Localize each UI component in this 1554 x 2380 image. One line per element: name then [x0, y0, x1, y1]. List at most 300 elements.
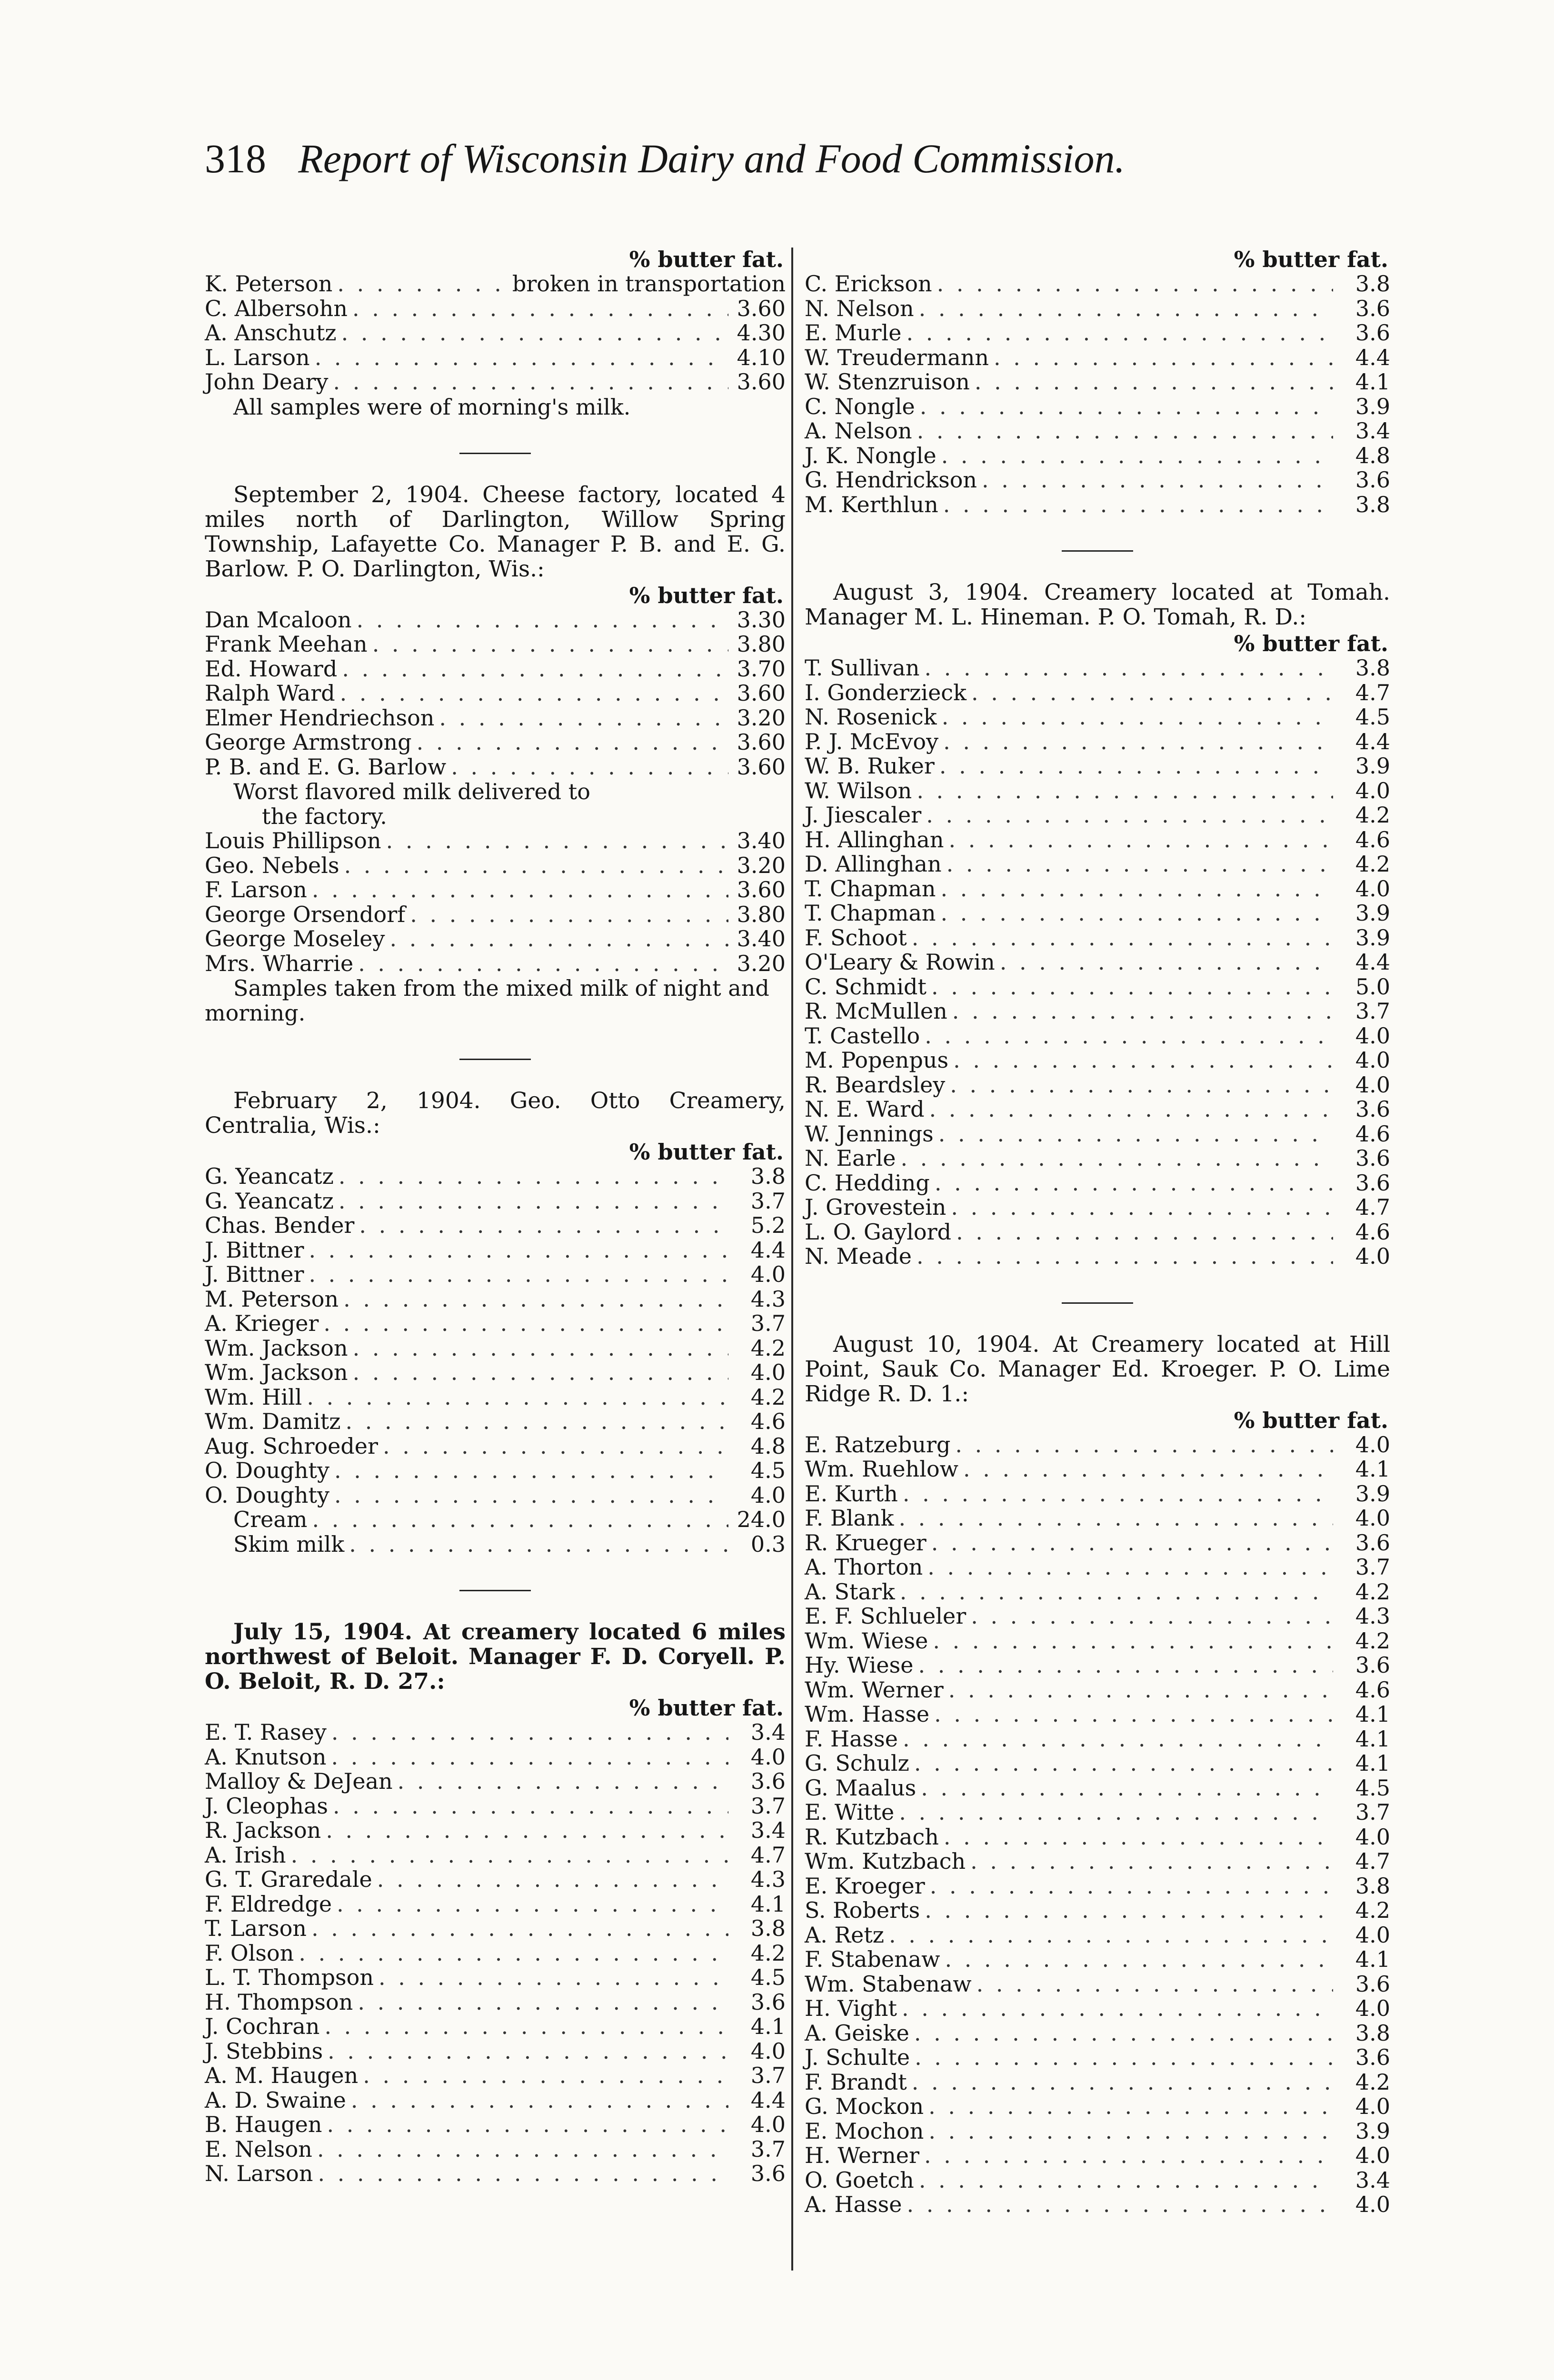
- dot-leader: [945, 1947, 1333, 1972]
- supplier-name: J. Bittner: [205, 1261, 304, 1287]
- butter-fat-value: 3.9: [1355, 1480, 1390, 1507]
- sample-row: [805, 901, 1390, 926]
- supplier-name: A. Thorton: [805, 1554, 923, 1580]
- butter-fat-value: 4.2: [750, 1384, 786, 1410]
- supplier-name: George Moseley: [205, 926, 385, 952]
- dot-leader: [926, 803, 1333, 828]
- sample-row: [805, 1825, 1390, 1850]
- butter-fat-value: 3.6: [1355, 295, 1390, 321]
- page-header: [205, 138, 1125, 179]
- supplier-name: J. Cleophas: [205, 1793, 329, 1819]
- supplier-name: S. Roberts: [805, 1897, 920, 1923]
- sample-row: [205, 1990, 786, 2015]
- butter-fat-value: 3.7: [1355, 1799, 1390, 1825]
- dot-leader: [379, 1965, 728, 1990]
- dot-leader: [377, 1867, 728, 1892]
- butter-fat-value: 4.2: [1355, 802, 1390, 828]
- sample-row: [805, 1433, 1390, 1458]
- butter-fat-value: 4.6: [1355, 1121, 1390, 1147]
- supplier-name: C. Schmidt: [805, 973, 926, 1000]
- dot-leader: [903, 1727, 1333, 1752]
- dot-leader: [900, 1146, 1333, 1171]
- section-intro: August 10, 1904. At Creamery located at Hill Point, Sauk Co. Manager Ed. Kroeger. P. O. Lime Ridge R. D. 1.:: [805, 1331, 1390, 1407]
- supplier-name: W. Jennings: [805, 1121, 934, 1147]
- section-note: All samples were of morning's milk.: [233, 394, 631, 420]
- butter-fat-value: 4.0: [1355, 1824, 1390, 1850]
- sample-row: [805, 1122, 1390, 1147]
- sample-row: [805, 1457, 1390, 1482]
- sample-row: [205, 1360, 786, 1385]
- butter-fat-value: 3.6: [1355, 1170, 1390, 1196]
- dot-leader: [942, 705, 1333, 730]
- section-divider: [459, 1059, 531, 1060]
- butter-fat-value: 4.3: [1355, 1603, 1390, 1629]
- supplier-name: O. Doughty: [205, 1458, 330, 1483]
- butter-fat-value: 4.4: [1355, 949, 1390, 975]
- dot-leader: [899, 1800, 1333, 1825]
- butter-fat-value: 3.6: [1355, 2044, 1390, 2070]
- dot-leader: [349, 1532, 728, 1557]
- dot-leader: [326, 1818, 728, 1843]
- sample-row: [805, 877, 1390, 902]
- butter-fat-value: 3.7: [750, 1188, 786, 1214]
- sample-row: [205, 1720, 786, 1745]
- dot-leader: [358, 952, 728, 976]
- butter-fat-value: 4.1: [1355, 1750, 1390, 1776]
- section-hill-point: [805, 1332, 1390, 2217]
- dot-leader: [357, 608, 728, 633]
- sample-row: [205, 1189, 786, 1214]
- sample-row: [205, 272, 786, 297]
- butter-fat-value: 3.40: [737, 828, 786, 853]
- supplier-name: J. Schulte: [805, 2044, 910, 2070]
- supplier-name: E. F. Schlueler: [805, 1603, 966, 1629]
- butter-fat-value: 4.0: [1355, 1022, 1390, 1049]
- butter-fat-value: 3.6: [750, 1768, 786, 1794]
- sample-row: [805, 999, 1390, 1024]
- butter-fat-value: 0.3: [750, 1531, 786, 1557]
- sample-row: [205, 1262, 786, 1287]
- supplier-name: John Deary: [205, 369, 329, 395]
- dot-leader: [919, 297, 1333, 321]
- butter-fat-heading: % butter fat.: [1234, 631, 1388, 656]
- dot-leader: [994, 346, 1333, 370]
- dot-leader: [943, 730, 1333, 754]
- sample-row: [805, 754, 1390, 779]
- dot-leader: [333, 370, 728, 395]
- butter-fat-value: 3.70: [737, 655, 786, 682]
- butter-fat-value: 3.60: [737, 754, 786, 780]
- butter-fat-value: 4.6: [1355, 826, 1390, 853]
- butter-fat-value: 3.60: [737, 729, 786, 755]
- dot-leader: [359, 1213, 728, 1238]
- dot-leader: [971, 681, 1333, 705]
- sample-row: [205, 1941, 786, 1966]
- dot-leader: [912, 2070, 1333, 2095]
- sample-row: [205, 1745, 786, 1770]
- supplier-name: R. Kutzbach: [805, 1824, 939, 1850]
- dot-leader: [339, 1164, 728, 1189]
- butter-fat-value: 4.5: [750, 1458, 786, 1483]
- butter-fat-value: 3.30: [737, 606, 786, 633]
- sample-row: [805, 346, 1390, 370]
- sample-row: [205, 2137, 786, 2162]
- dot-leader: [933, 1629, 1333, 1654]
- butter-fat-value: 3.6: [750, 1989, 786, 2015]
- butter-fat-heading: % butter fat.: [629, 1695, 784, 1721]
- dot-leader: [948, 828, 1333, 853]
- supplier-name: G. Yeancatz: [205, 1163, 334, 1189]
- butter-fat-value: 4.2: [750, 1335, 786, 1361]
- supplier-name: O. Doughty: [205, 1482, 330, 1508]
- supplier-name: M. Peterson: [205, 1286, 339, 1312]
- sample-row: [805, 1604, 1390, 1629]
- dot-leader: [339, 1189, 728, 1214]
- sample-row: [805, 975, 1390, 1000]
- sample-row: [805, 656, 1390, 681]
- sample-row: [205, 755, 786, 780]
- butter-fat-value: 3.6: [1355, 1529, 1390, 1556]
- supplier-name: A. Anschutz: [205, 320, 337, 346]
- dot-leader: [906, 2192, 1333, 2217]
- sample-list: [205, 829, 786, 976]
- dot-leader: [311, 1916, 728, 1941]
- supplier-name: F. Blank: [805, 1505, 894, 1531]
- butter-fat-value: 3.6: [1355, 1145, 1390, 1171]
- dot-leader: [906, 321, 1333, 346]
- supplier-name: C. Nongle: [805, 393, 915, 419]
- butter-fat-value: 3.4: [1355, 418, 1390, 444]
- dot-leader: [918, 1653, 1333, 1678]
- sample-row: [805, 493, 1390, 517]
- supplier-name: A. Nelson: [805, 418, 912, 444]
- dot-leader: [943, 493, 1333, 517]
- dot-leader: [925, 1024, 1333, 1049]
- sample-row: [805, 1776, 1390, 1801]
- butter-fat-value: 4.0: [1355, 1243, 1390, 1269]
- sample-row: [805, 1702, 1390, 1727]
- dot-leader: [318, 2162, 728, 2186]
- butter-fat-heading: % butter fat.: [1234, 1407, 1388, 1433]
- dot-leader: [340, 681, 728, 706]
- butter-fat-value: 4.0: [1355, 1922, 1390, 1948]
- butter-fat-heading: % butter fat.: [629, 1139, 784, 1165]
- butter-fat-value: 4.0: [1355, 2192, 1390, 2217]
- dot-leader: [309, 1262, 728, 1287]
- supplier-name: F. Stabenaw: [805, 1946, 940, 1972]
- sample-row: [805, 681, 1390, 705]
- sample-row: [805, 1195, 1390, 1220]
- butter-fat-value: 4.7: [1355, 679, 1390, 705]
- supplier-name: George Armstrong: [205, 729, 412, 755]
- supplier-name: W. B. Ruker: [805, 753, 935, 779]
- butter-fat-value: 3.40: [737, 926, 786, 952]
- sample-row: [205, 1916, 786, 1941]
- dot-leader: [919, 2168, 1333, 2193]
- butter-fat-value: 3.7: [1355, 998, 1390, 1024]
- sample-list: [205, 272, 786, 395]
- sample-row: [205, 1238, 786, 1263]
- butter-fat-value: 3.60: [737, 680, 786, 706]
- dot-leader: [952, 999, 1333, 1024]
- dot-leader: [312, 1507, 728, 1532]
- supplier-name: F. Olson: [205, 1940, 294, 1966]
- supplier-name: Wm. Werner: [805, 1676, 944, 1703]
- section-note: Samples taken from the mixed milk of night and morning.: [205, 975, 769, 1026]
- supplier-name: N. Meade: [805, 1243, 912, 1269]
- sample-row: [805, 705, 1390, 730]
- butter-fat-heading: % butter fat.: [629, 247, 784, 272]
- sample-row: [205, 706, 786, 731]
- butter-fat-value: 3.20: [737, 852, 786, 878]
- supplier-name: A. Irish: [205, 1842, 286, 1868]
- supplier-name: Ed. Howard: [205, 655, 338, 682]
- butter-fat-value: 4.3: [750, 1866, 786, 1892]
- supplier-name: Wm. Jackson: [205, 1359, 348, 1385]
- sample-row: [205, 1164, 786, 1189]
- dot-leader: [328, 2039, 728, 2064]
- sample-row: [805, 828, 1390, 853]
- supplier-name: A. Knutson: [205, 1744, 327, 1770]
- section-peterson-samples: [205, 248, 786, 419]
- sample-row: [805, 779, 1390, 803]
- supplier-name: P. B. and E. G. Barlow: [205, 754, 447, 780]
- sample-row: [805, 1048, 1390, 1073]
- butter-fat-value: 4.4: [750, 2087, 786, 2113]
- butter-fat-value: 3.4: [1355, 2167, 1390, 2193]
- butter-fat-value: 4.0: [750, 2038, 786, 2064]
- sample-row: [805, 1555, 1390, 1580]
- dot-leader: [346, 1409, 728, 1434]
- sample-row: [205, 1532, 786, 1557]
- supplier-name: Malloy & DeJean: [205, 1768, 393, 1794]
- sample-row: [805, 1849, 1390, 1874]
- dot-leader: [928, 2094, 1333, 2119]
- dot-leader: [982, 468, 1333, 493]
- supplier-name: Geo. Nebels: [205, 852, 339, 878]
- supplier-name: C. Albersohn: [205, 295, 348, 321]
- sample-row: [205, 608, 786, 633]
- sample-row: [805, 2119, 1390, 2144]
- dot-leader: [946, 852, 1333, 877]
- butter-fat-value: 3.9: [1355, 900, 1390, 926]
- section-intro: July 15, 1904. At creamery located 6 miles northwest of Beloit. Manager F. D. Coryell. P. O. Beloit, R. D. 27.:: [205, 1619, 786, 1695]
- supplier-name: E. Murle: [805, 320, 902, 346]
- supplier-name: Dan Mcaloon: [205, 606, 352, 633]
- supplier-name: Wm. Hasse: [805, 1701, 930, 1727]
- supplier-name: J. Cochran: [205, 2013, 320, 2039]
- sample-row: [805, 1097, 1390, 1122]
- butter-fat-value: 3.80: [737, 901, 786, 927]
- section-note: the factory.: [262, 803, 387, 829]
- butter-fat-value: 3.9: [1355, 2118, 1390, 2144]
- butter-fat-value: 3.8: [1355, 2020, 1390, 2046]
- sample-row: [205, 1385, 786, 1410]
- sample-row: [205, 1507, 786, 1532]
- dot-leader: [299, 1941, 728, 1966]
- supplier-name: George Orsendorf: [205, 901, 406, 927]
- sample-row: [805, 2094, 1390, 2119]
- butter-fat-heading: % butter fat.: [629, 582, 784, 608]
- dot-leader: [324, 2014, 728, 2039]
- supplier-name: E. Kroeger: [805, 1873, 925, 1899]
- dot-leader: [953, 1048, 1333, 1073]
- supplier-name: R. McMullen: [805, 998, 947, 1024]
- section-intro: September 2, 1904. Cheese factory, located 4 miles north of Darlington, Willow Spring Township, Lafayette Co. Manager P. B. and E. G. Barlow. P. O. Darlington, Wis.:: [205, 481, 786, 582]
- butter-fat-value: 4.5: [1355, 704, 1390, 730]
- supplier-name: Wm. Ruehlow: [805, 1456, 959, 1482]
- supplier-name: R. Krueger: [805, 1529, 926, 1556]
- sample-row: [805, 852, 1390, 877]
- butter-fat-value: 4.0: [1355, 1071, 1390, 1098]
- dot-leader: [307, 1385, 728, 1410]
- butter-fat-value: 4.5: [1355, 1775, 1390, 1801]
- dot-leader: [921, 1776, 1333, 1801]
- section-divider: [459, 1590, 531, 1591]
- butter-fat-value: 4.10: [737, 344, 786, 370]
- sample-row: [205, 1409, 786, 1434]
- supplier-name: I. Gonderzieck: [805, 679, 966, 705]
- butter-fat-value: 4.1: [1355, 1701, 1390, 1727]
- dot-leader: [975, 370, 1333, 395]
- dot-leader: [898, 1506, 1333, 1531]
- sample-row: [205, 1311, 786, 1336]
- supplier-name: Wm. Wiese: [805, 1627, 928, 1654]
- butter-fat-value: 3.6: [750, 2161, 786, 2186]
- sample-row: [805, 1220, 1390, 1245]
- supplier-name: P. J. McEvoy: [805, 728, 939, 754]
- supplier-name: Chas. Bender: [205, 1212, 355, 1238]
- dot-leader: [352, 297, 728, 321]
- sample-row: [205, 2112, 786, 2137]
- sample-row: [805, 2021, 1390, 2046]
- supplier-name: Mrs. Wharrie: [205, 950, 354, 976]
- sample-row: [805, 370, 1390, 395]
- dot-leader: [327, 2112, 728, 2137]
- sample-row: [805, 1947, 1390, 1972]
- supplier-name: E. Witte: [805, 1799, 895, 1825]
- page-title: Report of Wisconsin Dairy and Food Commission.: [298, 136, 1126, 181]
- supplier-name: A. Stark: [805, 1578, 895, 1605]
- dot-leader: [312, 878, 728, 902]
- butter-fat-value: 5.2: [750, 1212, 786, 1238]
- sample-row: [805, 1506, 1390, 1531]
- supplier-name: A. Retz: [805, 1922, 885, 1948]
- supplier-name: A. Krieger: [205, 1310, 319, 1336]
- butter-fat-value: 4.1: [1355, 1946, 1390, 1972]
- dot-leader: [439, 706, 728, 731]
- butter-fat-value: 4.2: [1355, 851, 1390, 877]
- supplier-name: A. D. Swaine: [205, 2087, 346, 2113]
- sample-row: [205, 297, 786, 321]
- butter-fat-value: 4.7: [750, 1842, 786, 1868]
- sample-list: [205, 608, 786, 780]
- dot-leader: [331, 1720, 728, 1745]
- supplier-name: G. Mockon: [805, 2093, 924, 2119]
- sample-row: [805, 395, 1390, 419]
- sample-row: [205, 927, 786, 952]
- butter-fat-value: 4.6: [1355, 1676, 1390, 1703]
- butter-fat-value: 3.7: [1355, 1554, 1390, 1580]
- butter-fat-value: 3.6: [1355, 1652, 1390, 1678]
- dot-leader: [1000, 950, 1333, 975]
- butter-fat-value: 4.2: [750, 1940, 786, 1966]
- sample-row: [205, 2088, 786, 2113]
- butter-fat-value: 24.0: [737, 1507, 786, 1532]
- supplier-name: H. Thompson: [205, 1989, 353, 2015]
- supplier-name: G. Hendrickson: [805, 467, 977, 493]
- supplier-name: Frank Meehan: [205, 631, 368, 657]
- supplier-name: E. T. Rasey: [205, 1719, 327, 1745]
- dot-leader: [323, 1311, 728, 1336]
- sample-row: [805, 1073, 1390, 1098]
- dot-leader: [344, 853, 728, 878]
- sample-list: [805, 272, 1390, 517]
- supplier-name: A. M. Haugen: [205, 2063, 359, 2088]
- sample-row: [805, 1996, 1390, 2021]
- supplier-name: H. Werner: [805, 2142, 919, 2168]
- sample-row: [205, 1794, 786, 1819]
- supplier-name: N. Rosenick: [805, 704, 937, 730]
- supplier-name: J. Grovestein: [805, 1194, 946, 1220]
- dot-leader: [353, 1336, 728, 1361]
- dot-leader: [963, 1457, 1333, 1482]
- dot-leader: [934, 1702, 1333, 1727]
- butter-fat-value: 4.0: [750, 1482, 786, 1508]
- butter-fat-value: 3.60: [737, 295, 786, 321]
- dot-leader: [903, 1482, 1333, 1507]
- section-divider: [1062, 1302, 1133, 1304]
- butter-fat-value: 4.7: [1355, 1848, 1390, 1874]
- sample-row: [205, 1818, 786, 1843]
- supplier-name: C. Hedding: [805, 1170, 930, 1196]
- sample-row: [805, 1874, 1390, 1899]
- butter-fat-value: 4.8: [750, 1433, 786, 1459]
- sample-row: [805, 730, 1390, 754]
- supplier-name: W. Wilson: [805, 777, 912, 803]
- supplier-name: T. Sullivan: [805, 655, 920, 681]
- dot-leader: [912, 926, 1333, 951]
- butter-fat-value: 4.0: [750, 1261, 786, 1287]
- supplier-name: Wm. Stabenaw: [805, 1971, 972, 1997]
- dot-leader: [941, 444, 1333, 468]
- supplier-name: F. Eldredge: [205, 1891, 332, 1917]
- sample-row: [805, 468, 1390, 493]
- dot-leader: [291, 1843, 728, 1868]
- supplier-name: Wm. Damitz: [205, 1408, 341, 1434]
- dot-leader: [916, 1244, 1333, 1269]
- dot-leader: [410, 902, 728, 927]
- supplier-name: L. O. Gaylord: [805, 1219, 952, 1245]
- butter-fat-value: 4.0: [1355, 1505, 1390, 1531]
- supplier-name: L. Larson: [205, 344, 310, 370]
- sample-row: [805, 1727, 1390, 1752]
- sample-row: [805, 272, 1390, 297]
- section-intro: February 2, 1904. Geo. Otto Creamery, Centralia, Wis.:: [205, 1088, 786, 1139]
- butter-fat-value: 4.0: [1355, 2093, 1390, 2119]
- supplier-name: N. Earle: [805, 1145, 896, 1171]
- supplier-name: M. Popenpus: [805, 1047, 949, 1073]
- section-note: Worst flavored milk delivered to: [233, 779, 590, 804]
- sample-row: [805, 1751, 1390, 1776]
- supplier-name: Wm. Kutzbach: [805, 1848, 966, 1874]
- sample-row: [805, 1146, 1390, 1171]
- supplier-name: A. Geiske: [805, 2020, 909, 2046]
- supplier-name: T. Chapman: [805, 900, 936, 926]
- dot-leader: [917, 419, 1333, 444]
- butter-fat-value: 3.4: [750, 1719, 786, 1745]
- dot-leader: [955, 1433, 1333, 1458]
